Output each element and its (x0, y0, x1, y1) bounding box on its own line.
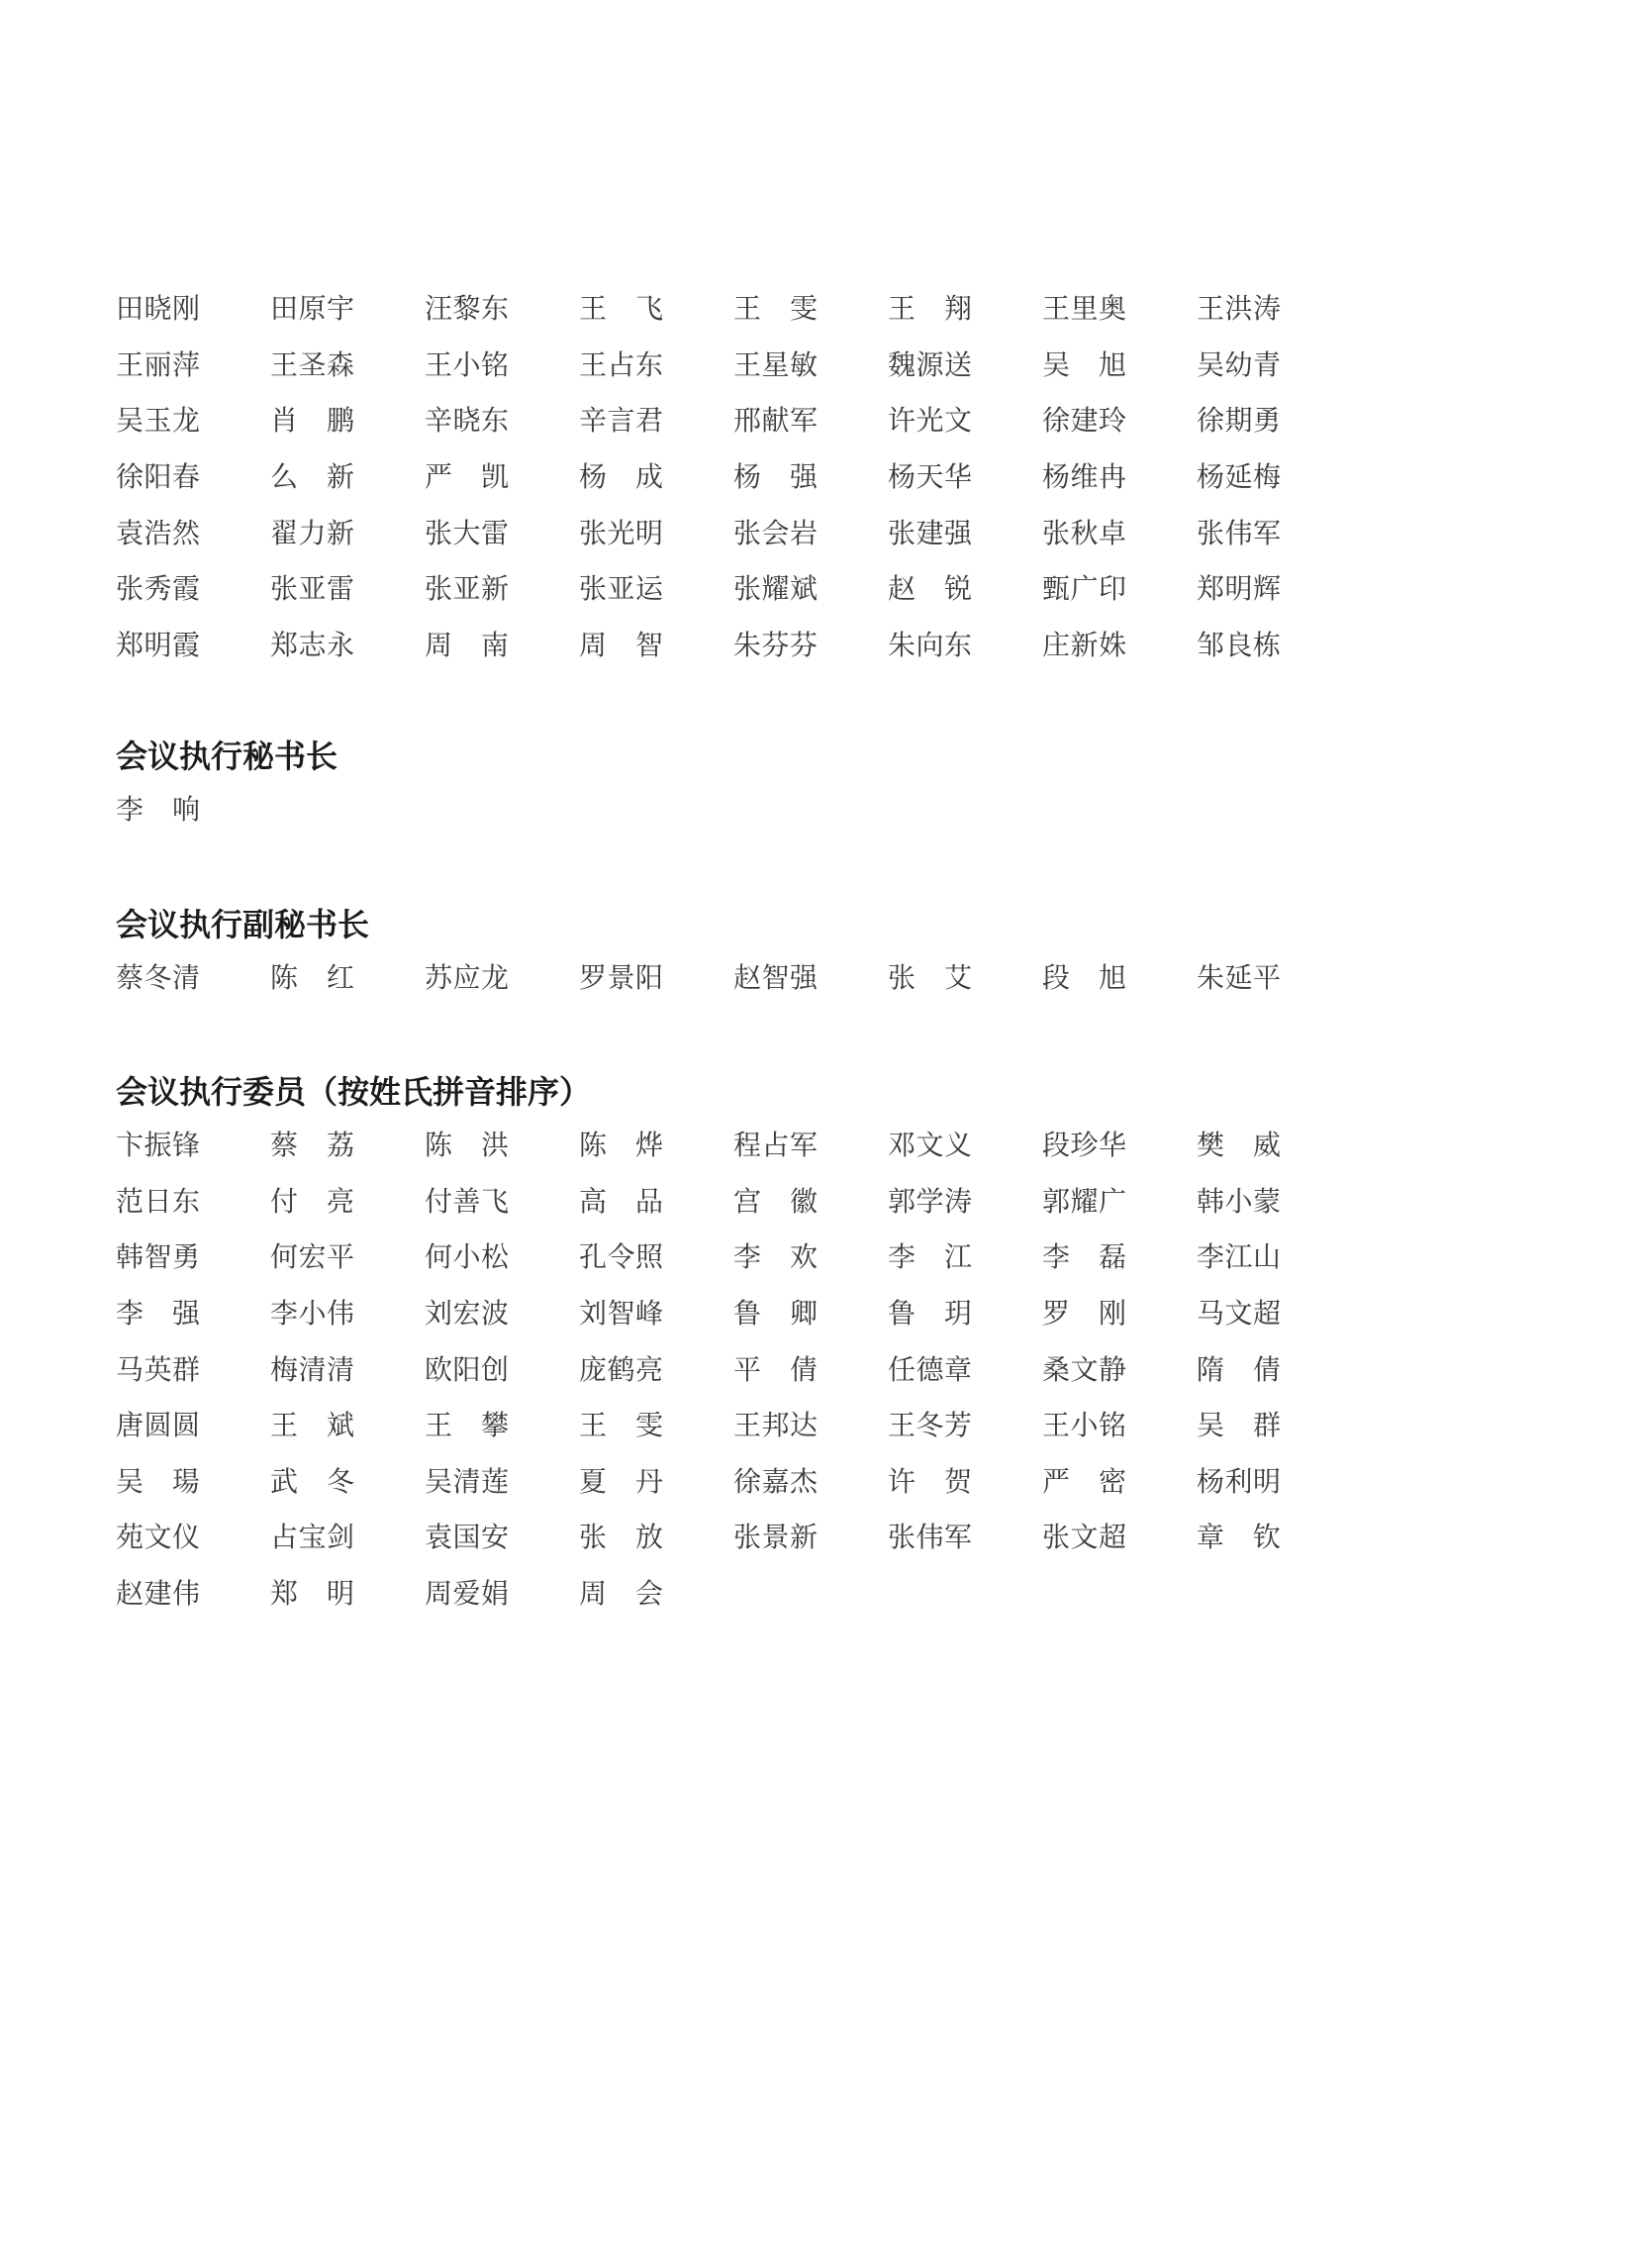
person-name: 刘智峰 (579, 1297, 664, 1331)
person-name: 张秋卓 (1042, 516, 1127, 549)
person-name: 苏应龙 (425, 961, 510, 995)
person-name: 周 智 (579, 628, 664, 661)
person-name: 鲁 玥 (888, 1297, 973, 1331)
person-name: 许光文 (888, 404, 973, 438)
person-name: 刘宏波 (425, 1297, 510, 1331)
person-name: 王小铭 (425, 347, 510, 381)
person-name: 袁浩然 (116, 516, 201, 549)
person-name: 田原宇 (270, 292, 355, 326)
person-name: 王洪涛 (1197, 292, 1282, 326)
person-name: 张耀斌 (733, 572, 818, 606)
person-name: 桑文静 (1042, 1352, 1127, 1386)
name-list-continued (116, 281, 1351, 673)
person-name: 范日东 (116, 1184, 201, 1218)
person-name: 辛晓东 (425, 404, 510, 438)
person-name: 张 艾 (888, 961, 973, 995)
person-name: 郑志永 (270, 628, 355, 661)
person-name: 陈 烨 (579, 1129, 664, 1162)
person-name: 王 攀 (425, 1409, 510, 1442)
person-name: 辛言君 (579, 404, 664, 438)
person-name: 罗 刚 (1042, 1297, 1127, 1331)
person-name: 周 会 (579, 1577, 664, 1611)
person-name: 韩智勇 (116, 1240, 201, 1274)
person-name: 夏 丹 (579, 1464, 664, 1498)
person-name: 蔡冬清 (116, 961, 201, 995)
person-name: 邓文义 (888, 1129, 973, 1162)
person-name: 苑文仪 (116, 1521, 201, 1554)
person-name: 王丽萍 (116, 347, 201, 381)
person-name: 吴 群 (1197, 1409, 1282, 1442)
person-name: 赵 锐 (888, 572, 973, 606)
person-name: 张秀霞 (116, 572, 201, 606)
person-name: 许 贺 (888, 1464, 973, 1498)
person-name: 杨维冉 (1042, 460, 1127, 494)
person-name: 王 飞 (579, 292, 664, 326)
person-name: 李 响 (116, 793, 201, 827)
person-name: 张光明 (579, 516, 664, 549)
name-list-executive-deputy-secretary-general (116, 950, 1351, 1007)
person-name: 章 钦 (1197, 1521, 1282, 1554)
person-name: 吴 瑒 (116, 1464, 201, 1498)
person-name: 杨天华 (888, 460, 973, 494)
person-name: 张建强 (888, 516, 973, 549)
person-name: 鲁 卿 (733, 1297, 818, 1331)
person-name: 王占东 (579, 347, 664, 381)
person-name: 赵智强 (733, 961, 818, 995)
person-name: 程占军 (733, 1129, 818, 1162)
person-name: 徐阳春 (116, 460, 201, 494)
person-name: 朱芬芬 (733, 628, 818, 661)
person-name: 何宏平 (270, 1240, 355, 1274)
person-name: 王里奥 (1042, 292, 1127, 326)
person-name: 张伟军 (888, 1521, 973, 1554)
person-name: 平 倩 (733, 1352, 818, 1386)
person-name: 李 强 (116, 1297, 201, 1331)
person-name: 么 新 (270, 460, 355, 494)
person-name: 郑 明 (270, 1577, 355, 1611)
person-name: 徐期勇 (1197, 404, 1282, 438)
person-name: 李 磊 (1042, 1240, 1127, 1274)
section-heading-executive-secretary-general: 会议执行秘书长 (116, 738, 338, 775)
person-name: 田晓刚 (116, 292, 201, 326)
person-name: 李 欢 (733, 1240, 818, 1274)
person-name: 张亚新 (425, 572, 510, 606)
person-name: 郑明霞 (116, 628, 201, 661)
person-name: 徐建玲 (1042, 404, 1127, 438)
person-name: 王 雯 (579, 1409, 664, 1442)
person-name: 甄广印 (1042, 572, 1127, 606)
person-name: 张景新 (733, 1521, 818, 1554)
person-name: 武 冬 (270, 1464, 355, 1498)
person-name: 吴清莲 (425, 1464, 510, 1498)
person-name: 罗景阳 (579, 961, 664, 995)
person-name: 朱向东 (888, 628, 973, 661)
person-name: 汪黎东 (425, 292, 510, 326)
person-name: 陈 红 (270, 961, 355, 995)
person-name: 段 旭 (1042, 961, 1127, 995)
person-name: 赵建伟 (116, 1577, 201, 1611)
person-name: 隋 倩 (1197, 1352, 1282, 1386)
person-name: 王 斌 (270, 1409, 355, 1442)
person-name: 王星敏 (733, 347, 818, 381)
person-name: 徐嘉杰 (733, 1464, 818, 1498)
person-name: 李小伟 (270, 1297, 355, 1331)
person-name: 张文超 (1042, 1521, 1127, 1554)
person-name: 庞鹤亮 (579, 1352, 664, 1386)
person-name: 张亚雷 (270, 572, 355, 606)
person-name: 严 密 (1042, 1464, 1127, 1498)
person-name: 袁国安 (425, 1521, 510, 1554)
person-name: 张亚运 (579, 572, 664, 606)
person-name: 蔡 荔 (270, 1129, 355, 1162)
person-name: 肖 鹏 (270, 404, 355, 438)
person-name: 吴 旭 (1042, 347, 1127, 381)
person-name: 马文超 (1197, 1297, 1282, 1331)
person-name: 吴幼青 (1197, 347, 1282, 381)
person-name: 段珍华 (1042, 1129, 1127, 1162)
person-name: 李 江 (888, 1240, 973, 1274)
person-name: 翟力新 (270, 516, 355, 549)
person-name: 王 雯 (733, 292, 818, 326)
person-name: 李江山 (1197, 1240, 1282, 1274)
person-name: 陈 洪 (425, 1129, 510, 1162)
person-name: 张大雷 (425, 516, 510, 549)
person-name: 梅清清 (270, 1352, 355, 1386)
person-name: 王邦达 (733, 1409, 818, 1442)
person-name: 樊 威 (1197, 1129, 1282, 1162)
name-list-executive-secretary-general (116, 782, 1351, 838)
section-heading-executive-members: 会议执行委员（按姓氏拼音排序） (116, 1073, 592, 1111)
person-name: 欧阳创 (425, 1352, 510, 1386)
section-heading-executive-deputy-secretary-general: 会议执行副秘书长 (116, 906, 370, 943)
person-name: 杨延梅 (1197, 460, 1282, 494)
person-name: 韩小蒙 (1197, 1184, 1282, 1218)
person-name: 付 亮 (270, 1184, 355, 1218)
person-name: 郭学涛 (888, 1184, 973, 1218)
person-name: 高 品 (579, 1184, 664, 1218)
person-name: 杨利明 (1197, 1464, 1282, 1498)
person-name: 邢献军 (733, 404, 818, 438)
person-name: 马英群 (116, 1352, 201, 1386)
person-name: 庄新姝 (1042, 628, 1127, 661)
person-name: 严 凯 (425, 460, 510, 494)
person-name: 唐圆圆 (116, 1409, 201, 1442)
person-name: 何小松 (425, 1240, 510, 1274)
person-name: 宫 徽 (733, 1184, 818, 1218)
person-name: 卞振锋 (116, 1129, 201, 1162)
person-name: 郭耀广 (1042, 1184, 1127, 1218)
person-name: 张会岩 (733, 516, 818, 549)
person-name: 任德章 (888, 1352, 973, 1386)
person-name: 付善飞 (425, 1184, 510, 1218)
person-name: 吴玉龙 (116, 404, 201, 438)
person-name: 王 翔 (888, 292, 973, 326)
person-name: 魏源送 (888, 347, 973, 381)
person-name: 朱延平 (1197, 961, 1282, 995)
person-name: 张伟军 (1197, 516, 1282, 549)
person-name: 杨 强 (733, 460, 818, 494)
person-name: 王小铭 (1042, 1409, 1127, 1442)
person-name: 王圣森 (270, 347, 355, 381)
person-name: 周爱娟 (425, 1577, 510, 1611)
person-name: 张 放 (579, 1521, 664, 1554)
person-name: 王冬芳 (888, 1409, 973, 1442)
person-name: 孔令照 (579, 1240, 664, 1274)
person-name: 杨 成 (579, 460, 664, 494)
person-name: 郑明辉 (1197, 572, 1282, 606)
name-list-executive-members (116, 1118, 1351, 1622)
person-name: 邹良栋 (1197, 628, 1282, 661)
person-name: 占宝剑 (270, 1521, 355, 1554)
person-name: 周 南 (425, 628, 510, 661)
